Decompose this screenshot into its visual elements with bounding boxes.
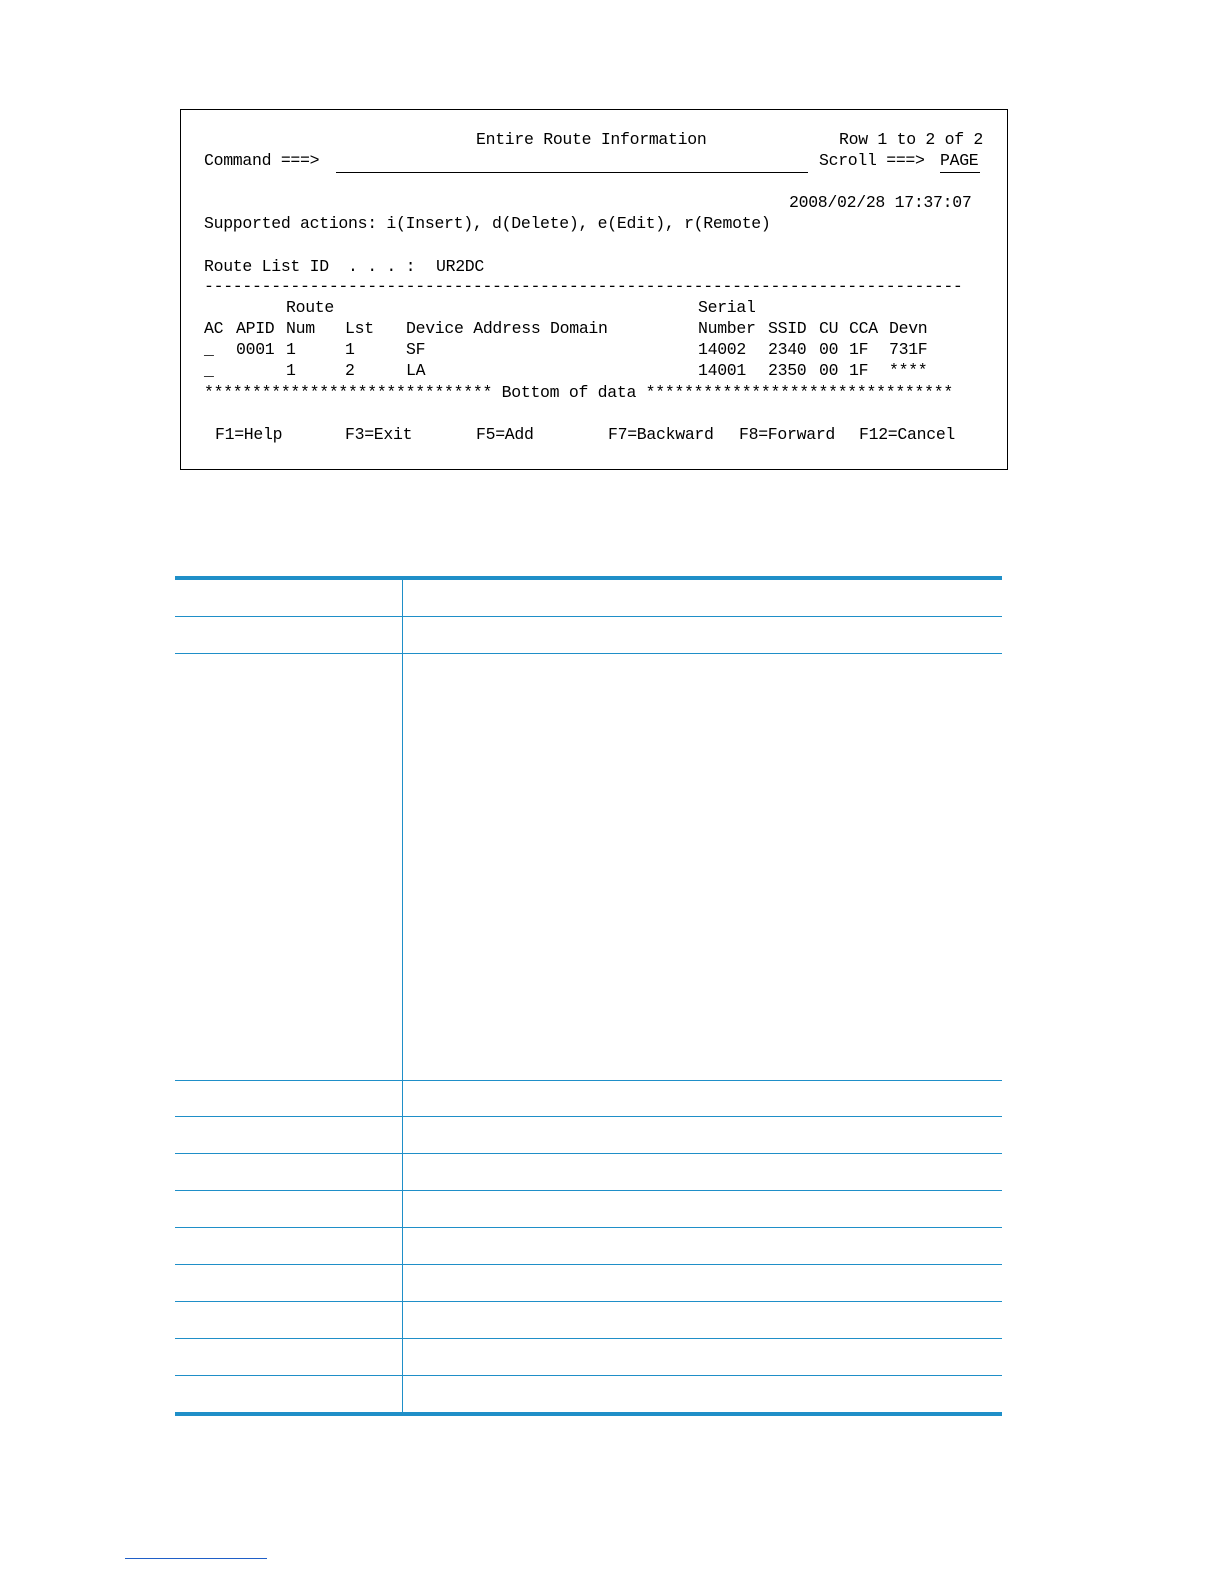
header-route: Route	[286, 298, 335, 317]
header-serial: Serial	[698, 298, 756, 317]
row-action-input[interactable]: _	[204, 361, 214, 380]
f1-help-key[interactable]: F1=Help	[215, 425, 283, 444]
field-description-table	[175, 576, 1002, 1416]
scroll-label: Scroll ===>	[819, 151, 925, 170]
row-lst: 2	[345, 361, 355, 380]
f12-cancel-key[interactable]: F12=Cancel	[859, 425, 956, 444]
row-cca: 1F	[849, 361, 869, 380]
command-input-underline	[336, 172, 808, 173]
table-row	[175, 1153, 1002, 1190]
row-ssid: 2340	[768, 340, 807, 359]
separator-line: -------------------------------------------------------------------------------	[204, 277, 963, 296]
table-row	[175, 1080, 1002, 1116]
table-row	[175, 1301, 1002, 1338]
row-serial: 14002	[698, 340, 747, 359]
route-list-id-value: UR2DC	[436, 257, 485, 276]
row-indicator: Row 1 to 2 of 2	[839, 130, 984, 149]
f3-exit-key[interactable]: F3=Exit	[345, 425, 413, 444]
route-information-screen	[180, 109, 1008, 470]
route-list-id-label: Route List ID . . . :	[204, 257, 416, 276]
table-bottom-rule	[175, 1412, 1002, 1416]
header-number: Number	[698, 319, 756, 338]
table-row	[175, 1227, 1002, 1264]
row-num: 1	[286, 340, 296, 359]
row-lst: 1	[345, 340, 355, 359]
row-devn: 731F	[889, 340, 928, 359]
header-lst: Lst	[345, 319, 374, 338]
header-ac: AC	[204, 319, 224, 338]
table-column-divider	[402, 580, 403, 1412]
table-row	[175, 1338, 1002, 1375]
row-serial: 14001	[698, 361, 747, 380]
scroll-input[interactable]: PAGE	[940, 151, 979, 170]
f5-add-key[interactable]: F5=Add	[476, 425, 534, 444]
bottom-of-data-line: ****************************** Bottom of data ********************************	[204, 383, 953, 402]
screen-title: Entire Route Information	[476, 130, 707, 149]
scroll-input-underline	[940, 172, 980, 173]
command-input[interactable]	[339, 151, 805, 171]
row-action-input[interactable]: _	[204, 340, 214, 359]
header-num: Num	[286, 319, 315, 338]
table-row	[175, 653, 1002, 1080]
header-devn: Devn	[889, 319, 928, 338]
header-cu: CU	[819, 319, 839, 338]
row-ssid: 2350	[768, 361, 807, 380]
f8-forward-key[interactable]: F8=Forward	[739, 425, 836, 444]
row-apid: 0001	[236, 340, 275, 359]
row-domain: LA	[406, 361, 426, 380]
row-devn: ****	[889, 361, 928, 380]
timestamp: 2008/02/28 17:37:07	[789, 193, 972, 212]
command-label: Command ===>	[204, 151, 320, 170]
row-cu: 00	[819, 340, 839, 359]
header-apid: APID	[236, 319, 275, 338]
table-row	[175, 1375, 1002, 1412]
row-cu: 00	[819, 361, 839, 380]
row-cca: 1F	[849, 340, 869, 359]
table-row	[175, 1264, 1002, 1301]
header-cca: CCA	[849, 319, 878, 338]
table-row	[175, 616, 1002, 653]
table-top-rule	[175, 576, 1002, 580]
header-domain: Device Address Domain	[406, 319, 608, 338]
supported-actions: Supported actions: i(Insert), d(Delete), e(Edit), r(Remote)	[204, 214, 771, 233]
table-row	[175, 1116, 1002, 1153]
row-domain: SF	[406, 340, 426, 359]
table-row	[175, 1190, 1002, 1227]
header-ssid: SSID	[768, 319, 807, 338]
f7-backward-key[interactable]: F7=Backward	[608, 425, 714, 444]
footer-rule	[125, 1558, 267, 1559]
row-num: 1	[286, 361, 296, 380]
